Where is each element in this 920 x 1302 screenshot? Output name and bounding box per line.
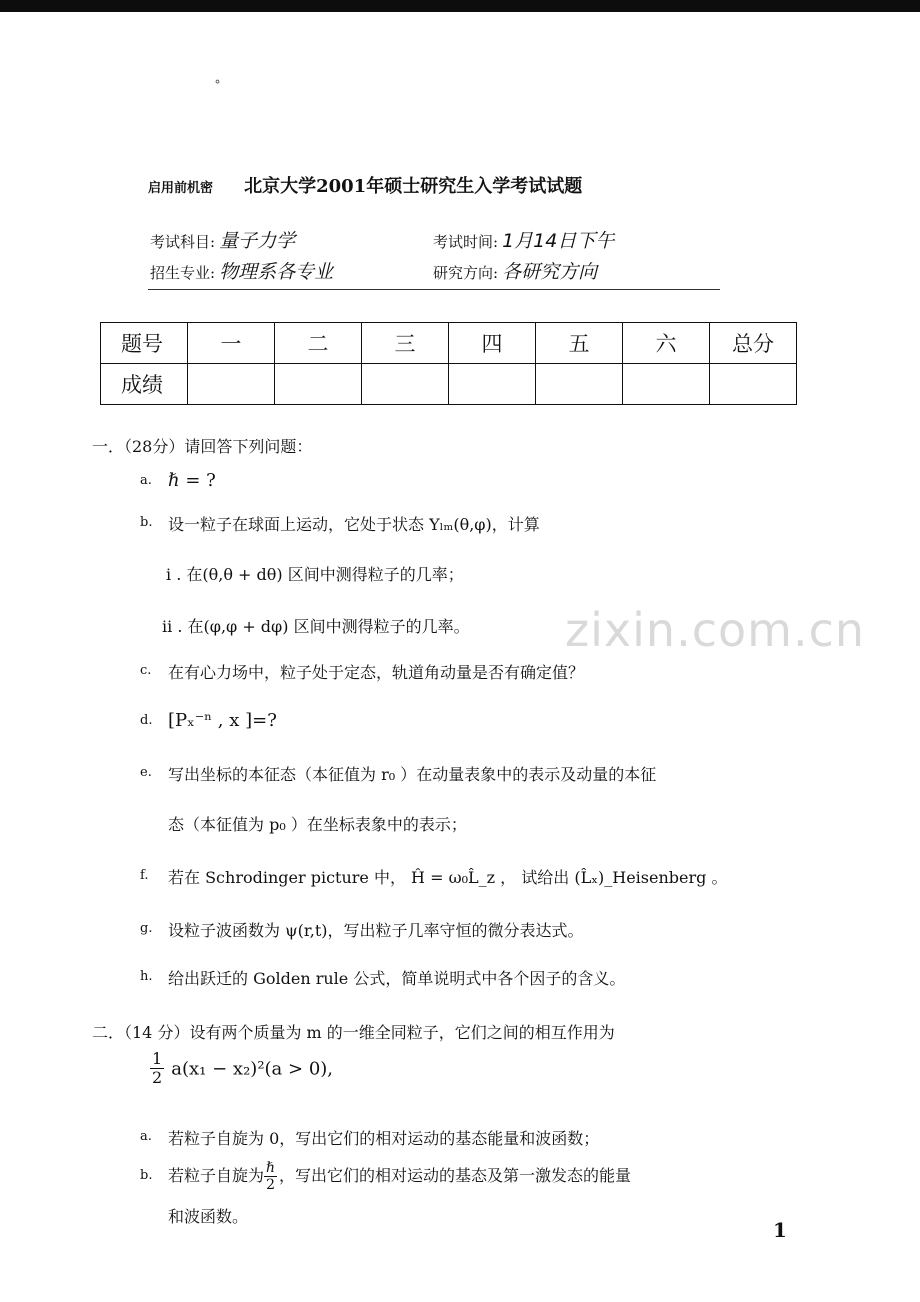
- fraction-numerator: ℏ: [266, 1160, 276, 1176]
- score-table: [100, 322, 797, 405]
- item-text: 设粒子波函数为 ψ(r,t)，写出粒子几率守恒的微分表达式。: [168, 921, 584, 940]
- fraction-denominator: 2: [152, 1068, 163, 1088]
- direction-field: [433, 257, 597, 284]
- header-divider: [148, 289, 720, 290]
- q1-item-b-sub-i: i . 在(θ,θ + dθ) 区间中测得粒子的几率；: [166, 565, 464, 584]
- item-text: 给出跃迁的 Golden rule 公式，简单说明式中各个因子的含义。: [168, 969, 626, 988]
- item-text: [168, 1160, 631, 1193]
- formula-expression: a(x₁ − x₂)²(a > 0),: [171, 1058, 334, 1080]
- item-text: 在有心力场中，粒子处于定态，轨道角动量是否有确定值？: [168, 663, 585, 682]
- question-1-title: 一．（28分）请回答下列问题：: [92, 437, 313, 456]
- confidential-label: 启用前机密: [148, 181, 214, 196]
- grade-cell: [710, 364, 797, 405]
- direction-value: 各研究方向: [502, 261, 598, 283]
- grade-cell: [362, 364, 449, 405]
- time-label: 考试时间:: [433, 233, 499, 251]
- item-letter: a.: [140, 1129, 152, 1144]
- time-value: 1月14日下午: [502, 230, 615, 252]
- q2-item-b-continued: 和波函数。: [168, 1207, 249, 1226]
- top-border-bar: [0, 0, 920, 12]
- grade-cell: [536, 364, 623, 405]
- grade-cell: [188, 364, 275, 405]
- item-text: 设一粒子在球面上运动，它处于状态 Yₗₘ(θ,φ)，计算: [168, 515, 540, 534]
- item-text: ℏ = ?: [168, 470, 216, 491]
- item-text-post: ，写出它们的相对运动的基态及第一激发态的能量: [279, 1166, 632, 1186]
- score-table-grade-row: [101, 364, 797, 405]
- q1-item-e-continued: 态（本征值为 p₀ ）在坐标表象中的表示；: [168, 815, 467, 834]
- grade-cell: [623, 364, 710, 405]
- score-cell-q2: 二: [275, 323, 362, 364]
- fraction-numerator: 1: [152, 1049, 163, 1068]
- score-cell-q1: 一: [188, 323, 275, 364]
- score-cell-grade-label: 成绩: [101, 364, 188, 405]
- item-letter: b.: [140, 515, 153, 530]
- page-number: 1: [773, 1218, 787, 1242]
- item-letter: f.: [140, 868, 149, 883]
- item-letter: a.: [140, 473, 152, 488]
- score-cell-question-label: 题号: [101, 323, 188, 364]
- watermark: zixin.com.cn: [565, 603, 866, 657]
- exam-title: 北京大学2001年硕士研究生入学考试试题: [244, 176, 583, 197]
- exam-header: [148, 172, 582, 198]
- major-field: [150, 257, 333, 284]
- scan-speck: ˚: [214, 80, 221, 96]
- score-cell-q6: 六: [623, 323, 710, 364]
- grade-cell: [449, 364, 536, 405]
- q1-item-b-sub-ii: ii . 在(φ,φ + dφ) 区间中测得粒子的几率。: [162, 617, 470, 636]
- item-letter: g.: [140, 921, 153, 936]
- score-table-header-row: [101, 323, 797, 364]
- item-text: 若在 Schrodinger picture 中， Ĥ = ω₀L̂_z ， 试给出 (L̂ₓ)_Heisenberg 。: [168, 868, 728, 887]
- formula-fraction: [150, 1050, 164, 1088]
- item-letter: h.: [140, 969, 153, 984]
- subject-value: 量子力学: [219, 230, 296, 252]
- subject-field: [150, 226, 295, 253]
- fraction-denominator: 2: [266, 1177, 275, 1194]
- item-text: [Pₓ⁻ⁿ , x ]=?: [168, 710, 277, 731]
- item-letter: d.: [140, 713, 153, 728]
- score-cell-total: 总分: [710, 323, 797, 364]
- score-cell-q3: 三: [362, 323, 449, 364]
- item-letter: e.: [140, 765, 152, 780]
- major-label: 招生专业:: [150, 264, 216, 282]
- direction-label: 研究方向:: [433, 264, 499, 282]
- subject-label: 考试科目:: [150, 233, 216, 251]
- grade-cell: [275, 364, 362, 405]
- item-letter: b.: [140, 1168, 153, 1183]
- item-text: 若粒子自旋为 0，写出它们的相对运动的基态能量和波函数；: [168, 1129, 600, 1148]
- item-text: 写出坐标的本征态（本征值为 r₀ ）在动量表象中的表示及动量的本征: [168, 765, 657, 784]
- question-2-title: 二．（14 分）设有两个质量为 m 的一维全同粒子，它们之间的相互作用为: [92, 1023, 615, 1042]
- item-letter: c.: [140, 663, 152, 678]
- major-value: 物理系各专业: [219, 261, 334, 283]
- time-field: [433, 226, 614, 253]
- score-cell-q5: 五: [536, 323, 623, 364]
- spin-fraction: [264, 1160, 277, 1193]
- score-cell-q4: 四: [449, 323, 536, 364]
- q2-formula: [150, 1050, 333, 1088]
- item-text-pre: 若粒子自旋为: [168, 1166, 265, 1186]
